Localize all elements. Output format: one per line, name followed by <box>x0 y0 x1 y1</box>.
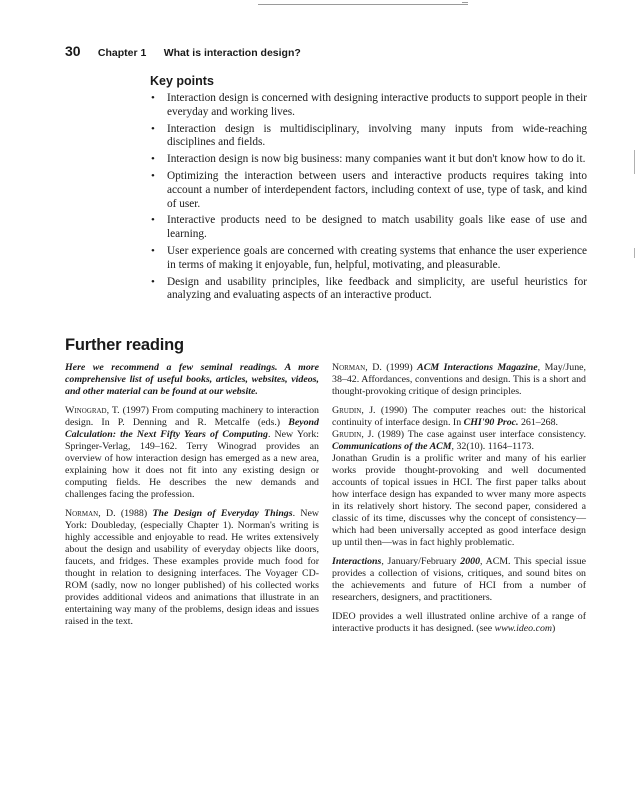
key-point-item <box>150 153 587 167</box>
bullet-icon: • <box>151 275 155 288</box>
proceedings-title: CHI'90 Proc. <box>463 417 519 428</box>
edge-mark <box>634 150 635 174</box>
reference-interactions <box>332 556 586 604</box>
citation-text: , J. (1990) The computer reaches out: the historical continuity of interface design. In <box>332 405 586 428</box>
author-name: Grudin <box>332 429 362 440</box>
key-points-heading: Key points <box>150 74 214 88</box>
key-point-item <box>150 170 587 211</box>
citation-text: , ACM. This special issue provides a collection of visions, critiques, and sound bites on the achievements and future of HCI from a number of researchers, designers, and practitioners. <box>332 556 586 603</box>
citation-text: ) <box>552 623 556 634</box>
citation-text: , May/June, 38–42. Affordances, conventions and design. This is a short and thought-provoking critique of design principles. <box>332 362 586 397</box>
website-url: www.ideo.com <box>494 623 553 634</box>
issue-year: 2000 <box>460 556 480 567</box>
bullet-icon: • <box>151 214 155 227</box>
key-point-item <box>150 92 587 120</box>
key-point-text: Interaction design is now big business: many companies want it but don't know how to do it. <box>167 153 586 166</box>
citation-text: , January/February <box>381 556 461 567</box>
annotation-text: Jonathan Grudin is a prolific writer and many of his earlier works provide thought-provoking and well documented accounts of topical issues in HCI. The first paper talks about how interface design has expanded to wver many more aspects in its relatively short history. The second paper, considered a classic of its time, discusses why the concept of consistency—which had been universally accepted as good interface design up until then—was in fact highly problematic. <box>332 453 586 548</box>
top-tick <box>462 2 468 3</box>
top-rule <box>258 4 468 5</box>
citation-text: , 32(10). 1164–1173. <box>451 441 534 452</box>
running-header <box>65 43 301 59</box>
reference-norman-1999 <box>332 362 586 398</box>
reference-grudin <box>332 405 586 549</box>
left-column <box>65 362 319 635</box>
key-point-item <box>150 245 587 273</box>
key-point-text: Interactive products need to be designed to match usability goals like ease of use and learning. <box>167 214 587 241</box>
key-point-text: User experience goals are concerned with creating systems that enhance the user experience in terms of making it enjoyable, fun, helpful, motivating, and pleasurable. <box>167 244 587 271</box>
chapter-title: What is interaction design? <box>163 47 301 59</box>
citation-text: , D. (1999) <box>365 362 418 373</box>
book-title: Beyond Calculation: the Next Fifty Years of Computing <box>65 417 319 440</box>
right-column <box>332 362 586 642</box>
further-reading-heading: Further reading <box>65 336 184 354</box>
citation-text: , J. (1989) The case against user interface consistency. <box>361 429 586 440</box>
reference-ideo <box>332 611 586 635</box>
citation-text: . New York: Doubleday, (especially Chapter 1). Norman's writing is highly accessible and enjoyable to read. He writes extensively about the design and usability of everyday objects like doors, faucets, and fridges. These examples provide much food for thought in relation to designing interfaces. The Voyager CD-ROM (sadly, now no longer published) of his collected works provides additional videos and animations that illustrate in an entertaining way many of the problems, design ideas and issues raised in the text. <box>65 508 319 627</box>
reference-winograd <box>65 405 319 501</box>
citation-text: , T. (1997) From computing machinery to interaction design. In P. Denning and R. Metcalfe (eds.) <box>65 405 319 428</box>
intro-paragraph: Here we recommend a few seminal readings. A more comprehensive list of useful books, articles, websites, videos, and other material can be found at our website. <box>65 362 319 397</box>
book-title: The Design of Everyday Things <box>152 508 293 519</box>
bullet-icon: • <box>151 92 155 104</box>
author-name: Norman <box>65 508 99 519</box>
citation-text: 261–268. <box>518 417 558 428</box>
page-number: 30 <box>65 43 81 59</box>
chapter-label: Chapter 1 <box>97 47 147 59</box>
citation-text: , D. (1988) <box>98 508 153 519</box>
key-points-list <box>150 92 587 306</box>
magazine-title: Interactions <box>332 556 382 567</box>
reference-norman-1988 <box>65 508 319 628</box>
key-point-text: Interaction design is concerned with designing interactive products to support people in their everyday and working lives. <box>167 92 587 118</box>
key-point-item <box>150 123 587 151</box>
journal-title: Communications of the ACM <box>332 441 452 452</box>
author-name: Winograd <box>65 405 107 416</box>
author-name: Norman <box>332 362 366 373</box>
bullet-icon: • <box>151 244 155 257</box>
edge-mark <box>634 248 635 258</box>
bullet-icon: • <box>151 122 155 135</box>
key-point-item <box>150 276 587 304</box>
author-name: Grudin <box>332 405 362 416</box>
citation-text: IDEO provides a well illustrated online archive of a range of interactive products it has designed. (see <box>332 611 586 634</box>
citation-text: . New York: Springer-Verlag, 149–162. Terry Winograd provides an overview of how interaction design has emerged as a new area, explaining how it does not fit into any existing design or computing fields. He describes the new demands and challenges facing the profession. <box>65 429 319 500</box>
magazine-title: ACM Interactions Magazine <box>417 362 538 373</box>
bullet-icon: • <box>151 169 155 182</box>
key-point-item <box>150 214 587 242</box>
key-point-text: Design and usability principles, like feedback and simplicity, are useful heuristics for analyzing and evaluating aspects of an interactive product. <box>167 275 587 302</box>
key-point-text: Optimizing the interaction between users and interactive products requires taking into account a number of interdependent factors, including context of use, type of task, and kind of user. <box>167 169 587 210</box>
bullet-icon: • <box>151 153 155 166</box>
key-point-text: Interaction design is multidisciplinary, involving many inputs from wide-reaching disciplines and fields. <box>167 122 587 149</box>
